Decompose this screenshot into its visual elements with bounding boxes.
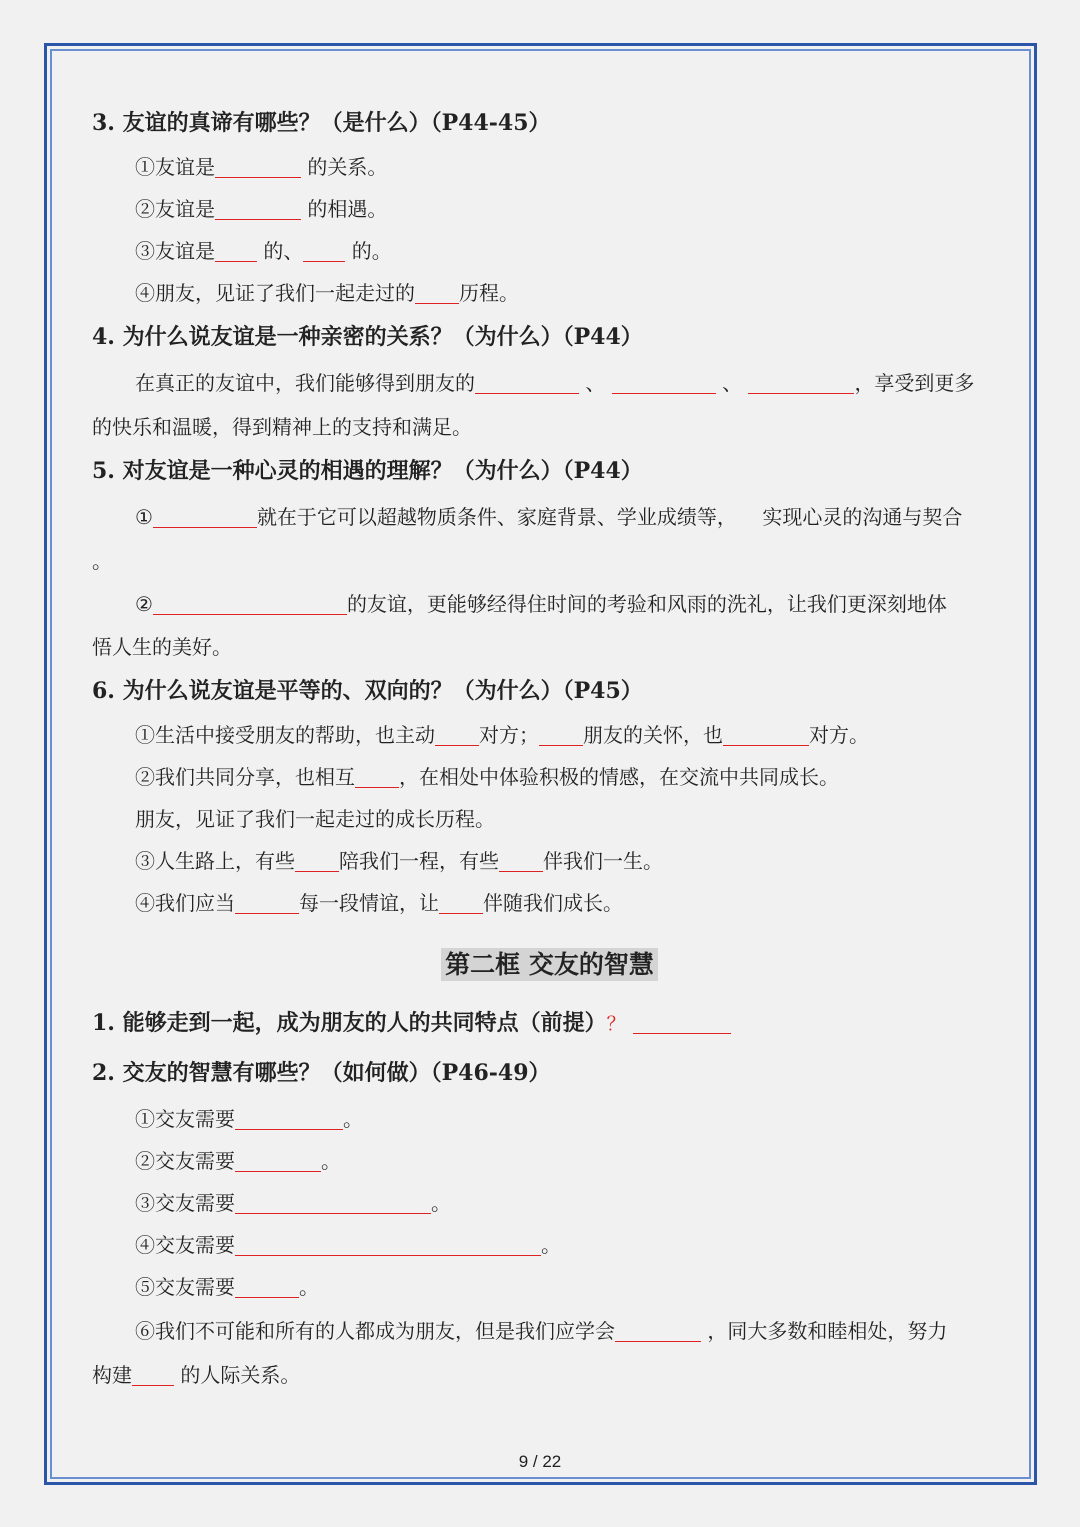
q6-item-1: ①生活中接受朋友的帮助，也主动 对方； 朋友的关怀，也 对方。 — [92, 714, 1007, 756]
blank[interactable] — [499, 845, 543, 872]
q6-item-4: ④我们应当 每一段情谊，让 伴随我们成长。 — [92, 882, 1007, 924]
blank[interactable] — [615, 1315, 701, 1342]
blank[interactable] — [235, 887, 299, 914]
q6-title: 6. 为什么说友谊是平等的、双向的？（为什么）（P45） — [92, 678, 643, 704]
q3-item-4: ④朋友，见证了我们一起走过的 历程。 — [92, 272, 1007, 314]
page-number: 9 / 22 — [518, 1452, 562, 1471]
blank[interactable] — [475, 367, 579, 394]
q5-paragraph-2-end: 悟人生的美好。 — [92, 635, 232, 659]
q5-paragraph-1: ① 就在于它可以超越物质条件、家庭背景、学业成绩等， 实现心灵的沟通与契合 — [92, 494, 1007, 540]
s2-item-5: ⑤交友需要 。 — [92, 1266, 1007, 1308]
blank[interactable] — [435, 719, 479, 746]
blank[interactable] — [215, 193, 301, 220]
s2-item-1: ①交友需要 。 — [92, 1098, 1007, 1140]
q3-item-2: ②友谊是 的相遇。 — [92, 188, 1007, 230]
blank[interactable] — [303, 235, 345, 262]
blank[interactable] — [612, 367, 716, 394]
blank[interactable] — [355, 761, 399, 788]
blank[interactable] — [748, 367, 854, 394]
q5-title: 5. 对友谊是一种心灵的相遇的理解？（为什么）（P44） — [92, 458, 643, 484]
q5-paragraph-1-end: 。 — [92, 549, 112, 573]
q4-title: 4. 为什么说友谊是一种亲密的关系？（为什么）（P44） — [92, 324, 643, 350]
blank[interactable] — [295, 845, 339, 872]
blank[interactable] — [723, 719, 809, 746]
blank[interactable] — [633, 1007, 731, 1034]
blank[interactable] — [132, 1359, 174, 1386]
q6-item-2: ②我们共同分享，也相互 ，在相处中体验积极的情感，在交流中共同成长。 — [92, 756, 1007, 798]
blank[interactable] — [215, 151, 301, 178]
q6-item-2-cont: 朋友，见证了我们一起走过的成长历程。 — [135, 807, 495, 831]
q4-paragraph-line-2: 的快乐和温暖，得到精神上的支持和满足。 — [92, 415, 472, 439]
q6-item-3: ③人生路上，有些 陪我们一程，有些 伴我们一生。 — [92, 840, 1007, 882]
q3-item-3: ③友谊是 的、 的。 — [92, 230, 1007, 272]
blank[interactable] — [235, 1271, 299, 1298]
blank[interactable] — [235, 1229, 541, 1256]
section-heading: 第二框 交友的智慧 — [92, 932, 1007, 998]
blank[interactable] — [235, 1103, 343, 1130]
q4-paragraph-line-1: 在真正的友谊中，我们能够得到朋友的 、 、 ，享受到更多 — [92, 360, 1007, 406]
s2-item-3: ③交友需要 。 — [92, 1182, 1007, 1224]
blank[interactable] — [153, 501, 257, 528]
blank[interactable] — [439, 887, 483, 914]
s2-item-6: ⑥我们不可能和所有的人都成为朋友，但是我们应学会 ，同大多数和睦相处，努力 — [92, 1308, 1007, 1354]
q3-title: 3. 友谊的真谛有哪些？（是什么）（P44-45） — [92, 110, 551, 136]
worksheet-content — [92, 100, 1007, 1396]
q3-item-1: ①友谊是 的关系。 — [92, 146, 1007, 188]
blank[interactable] — [235, 1187, 431, 1214]
s1-title: 1. 能够走到一起，成为朋友的人的共同特点（前提）？ — [92, 998, 1007, 1048]
s2-item-2: ②交友需要 。 — [92, 1140, 1007, 1182]
blank[interactable] — [153, 588, 347, 615]
blank[interactable] — [235, 1145, 321, 1172]
s2-item-4: ④交友需要 。 — [92, 1224, 1007, 1266]
blank[interactable] — [215, 235, 257, 262]
q5-paragraph-2: ② 的友谊，更能够经得住时间的考验和风雨的洗礼，让我们更深刻地体 — [92, 582, 1007, 626]
s2-item-6-cont: 构建 的人际关系。 — [92, 1354, 1007, 1396]
blank[interactable] — [415, 277, 459, 304]
blank[interactable] — [539, 719, 583, 746]
s2-title: 2. 交友的智慧有哪些？（如何做）（P46-49） — [92, 1060, 551, 1086]
